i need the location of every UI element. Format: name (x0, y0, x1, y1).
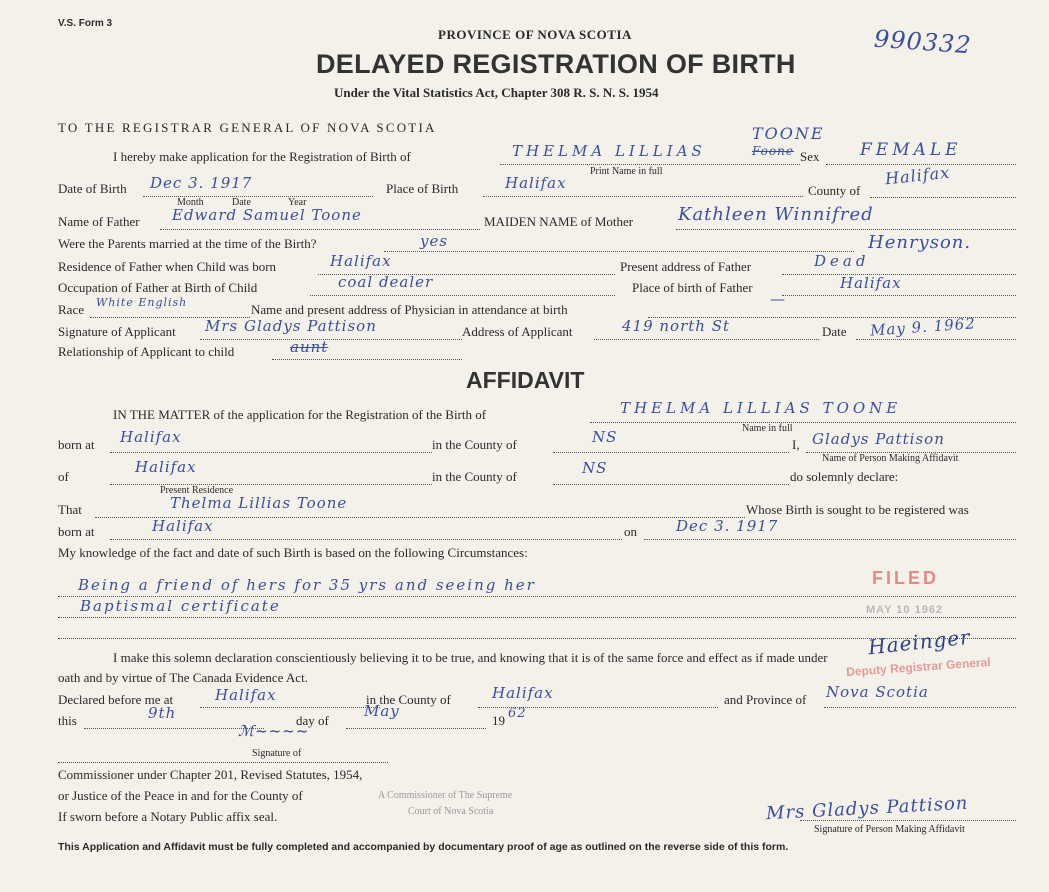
county-value-aff-3: Halifax (492, 684, 554, 702)
applicant-signature: Mrs Gladys Pattison (205, 317, 377, 335)
name-struck-value: Foone (752, 144, 794, 158)
matter-text: IN THE MATTER of the application for the Registration of the Birth of (113, 407, 487, 422)
month-label: Month (177, 197, 204, 208)
this-label: this (58, 713, 77, 728)
form-number: V.S. Form 3 (58, 18, 113, 29)
race-value: White English (96, 296, 188, 309)
county-value: Halifax (884, 162, 952, 189)
addressee: TO THE REGISTRAR GENERAL OF NOVA SCOTIA (58, 120, 437, 135)
residence-label: Residence of Father when Child was born (58, 259, 277, 274)
married-value: yes (420, 232, 449, 250)
whose-label: Whose Birth is sought to be registered was (746, 502, 969, 517)
father-pob-value: Halifax (840, 274, 902, 292)
document-title: DELAYED REGISTRATION OF BIRTH (316, 49, 796, 79)
affiant-name-value: Gladys Pattison (812, 430, 945, 448)
declaration-text: I make this solemn declaration conscientiously believing it to be true, and knowing that it is of the same force and effect as if made under (113, 650, 828, 665)
present-residence-label: Present Residence (160, 485, 234, 496)
deputy-signature: Haeinger (867, 624, 972, 660)
i-label: I, (792, 437, 800, 452)
commissioner-stamp-line-1: A Commissioner of The Supreme (378, 790, 513, 801)
of-value: Halifax (135, 458, 197, 476)
deputy-registrar-stamp: Deputy Registrar General (845, 654, 992, 680)
print-name-label: Print Name in full (590, 166, 663, 177)
affidavit-title: AFFIDAVIT (466, 367, 585, 393)
province-value: Nova Scotia (826, 683, 929, 701)
relationship-label: Relationship of Applicant to child (58, 344, 235, 359)
relationship-value: aunt (290, 338, 329, 356)
province-label: and Province of (724, 692, 807, 707)
province-heading: PROVINCE OF NOVA SCOTIA (438, 27, 632, 42)
that-value: Thelma Lillias Toone (170, 494, 348, 512)
signature-label: Signature of Applicant (58, 324, 176, 339)
born-at-label-2: born at (58, 524, 95, 539)
county-label-aff-3: in the County of (366, 692, 451, 707)
married-label: Were the Parents married at the time of the Birth? (58, 236, 317, 251)
sex-label: Sex (800, 149, 820, 164)
father-label: Name of Father (58, 214, 140, 229)
footer-note: This Application and Affidavit must be fully completed and accompanied by documentary proof of age as outlined on the reverse side of this form. (58, 841, 789, 853)
month-value: May (364, 702, 400, 720)
place-value: Halifax (505, 174, 567, 192)
county-value-aff-2: NS (582, 459, 608, 477)
physician-value: — (770, 290, 786, 308)
maiden-label: MAIDEN NAME of Mother (484, 214, 634, 229)
intro-text: I hereby make application for the Registration of Birth of (113, 149, 411, 164)
notary-text: If sworn before a Notary Public affix seal. (58, 809, 278, 824)
present-address-value: Dead (814, 252, 870, 270)
year-label: Year (288, 197, 307, 208)
county-value-aff: NS (592, 428, 618, 446)
occupation-label: Occupation of Father at Birth of Child (58, 280, 258, 295)
occupation-value: coal dealer (338, 273, 434, 291)
surname-value: TOONE (752, 124, 825, 143)
county-label: County of (808, 183, 861, 198)
commissioner-text: Commissioner under Chapter 201, Revised Statutes, 1954, (58, 767, 363, 782)
dob-value: Dec 3. 1917 (150, 174, 253, 192)
residence-value: Halifax (330, 252, 392, 270)
matter-value: THELMA LILLIAS TOONE (620, 399, 902, 417)
circumstance-line-1: Being a friend of hers for 35 yrs and seeing her (78, 576, 536, 594)
maiden-value: Kathleen Winnifred (678, 204, 874, 225)
declaration-text-2: oath and by virtue of The Canada Evidence Act. (58, 670, 308, 685)
born-at-value-2: Halifax (152, 517, 214, 535)
dob-label: Date of Birth (58, 181, 127, 196)
father-pob-label: Place of birth of Father (632, 280, 753, 295)
circumstance-line-2: Baptismal certificate (80, 597, 281, 615)
day-label: day of (296, 713, 329, 728)
race-label: Race (58, 302, 84, 317)
sex-value: FEMALE (860, 140, 962, 160)
on-value: Dec 3. 1917 (676, 517, 779, 535)
year-prefix: 19 (492, 713, 505, 728)
filed-date-stamp: MAY 10 1962 (866, 604, 944, 616)
signature-of-label: Signature of (252, 748, 302, 759)
date-label-2: Date (822, 324, 847, 339)
declare-label: do solemnly declare: (790, 469, 899, 484)
declared-value: Halifax (215, 686, 277, 704)
filed-stamp: FILED (872, 568, 939, 588)
person-making-affidavit-label: Name of Person Making Affidavit (822, 453, 959, 464)
affiant-signature-label: Signature of Person Making Affidavit (814, 824, 965, 835)
affiant-signature: Mrs Gladys Pattison (765, 792, 969, 825)
applicant-address-label: Address of Applicant (462, 324, 573, 339)
maiden-value-continued: Henryson. (868, 232, 972, 253)
county-label-aff-2: in the County of (432, 469, 517, 484)
file-number: 990332 (873, 24, 973, 60)
knowledge-label: My knowledge of the fact and date of such Birth is based on the following Circumstances: (58, 545, 528, 560)
commissioner-signature: ℳ~~~~ (238, 722, 310, 740)
child-name-value: THELMA LILLIAS (512, 142, 706, 160)
present-address-label: Present address of Father (620, 259, 752, 274)
born-at-value: Halifax (120, 428, 182, 446)
year-value: 62 (508, 706, 527, 721)
declared-label: Declared before me at (58, 692, 174, 707)
justice-text: or Justice of the Peace in and for the County of (58, 788, 303, 803)
application-date-value: May 9. 1962 (869, 314, 977, 340)
document-subtitle: Under the Vital Statistics Act, Chapter 308 R. S. N. S. 1954 (334, 85, 659, 100)
father-value: Edward Samuel Toone (172, 206, 362, 224)
that-label: That (58, 502, 82, 517)
day-value: 9th (148, 704, 177, 722)
of-label: of (58, 469, 69, 484)
name-in-full-label: Name in full (742, 423, 793, 434)
county-label-aff: in the County of (432, 437, 517, 452)
date-label: Date (232, 197, 251, 208)
applicant-address-value: 419 north St (622, 317, 731, 335)
on-label: on (624, 524, 637, 539)
place-label: Place of Birth (386, 181, 459, 196)
commissioner-stamp-line-2: Court of Nova Scotia (408, 806, 494, 817)
born-at-label: born at (58, 437, 95, 452)
physician-label: Name and present address of Physician in attendance at birth (251, 302, 568, 317)
